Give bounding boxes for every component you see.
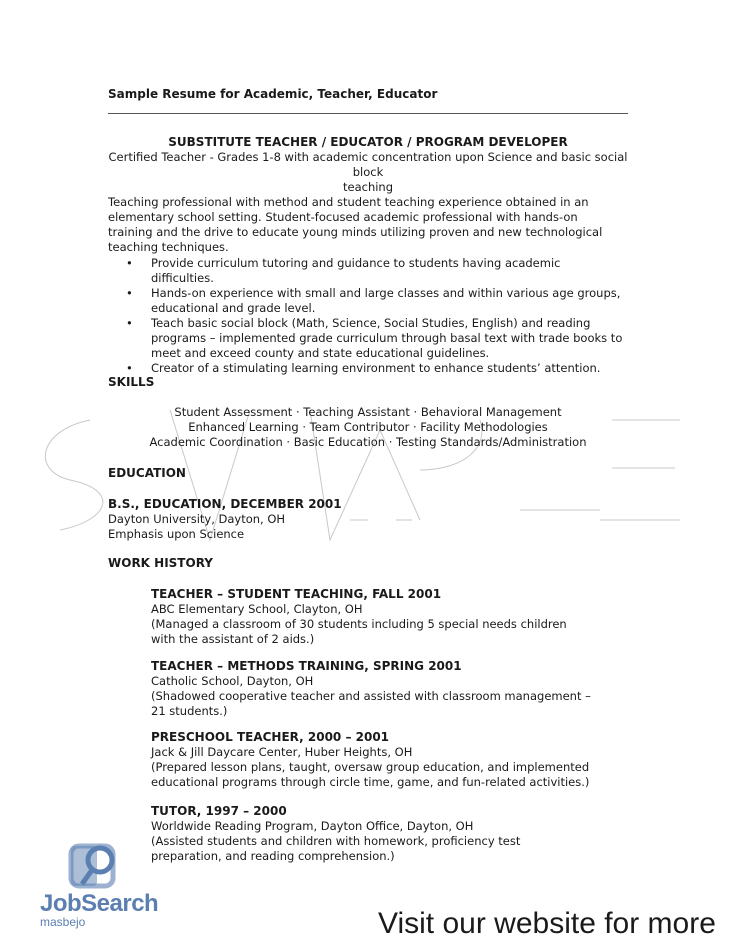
job-place: Jack & Jill Daycare Center, Huber Heights, OH	[151, 745, 413, 759]
list-item: • Teach basic social block (Math, Science, Social Studies, English) and reading programs – implemented grade curriculum through basal text with trade books to meet and exceed county and state educational guidelines.	[126, 316, 623, 360]
job-place: ABC Elementary School, Clayton, OH	[151, 602, 363, 616]
title-divider	[108, 113, 628, 114]
skills-line: Academic Coordination · Basic Education · Testing Standards/Administration	[149, 435, 587, 449]
skills-heading: SKILLS	[108, 375, 155, 389]
skills-line: Enhanced Learning · Team Contributor · Facility Methodologies	[188, 420, 548, 434]
emphasis-text: Emphasis upon Science	[108, 527, 245, 541]
job-description: (Managed a classroom of 30 students including 5 special needs children with the assistant of 2 aids.)	[151, 617, 567, 646]
skills-line: Student Assessment · Teaching Assistant · Behavioral Management	[174, 405, 562, 419]
skills-block	[108, 405, 628, 450]
jobsearch-logo-text: JobSearch	[40, 890, 159, 917]
job-title: TEACHER – METHODS TRAINING, SPRING 2001	[151, 659, 462, 673]
visit-website-banner[interactable]: Visit our website for more	[378, 907, 716, 940]
degree-title: B.S., EDUCATION, DECEMBER 2001	[108, 497, 342, 511]
jobsearch-logo-subtext: masbejo	[40, 915, 86, 929]
job-entry	[151, 659, 591, 719]
list-item: • Creator of a stimulating learning environment to enhance students’ attention.	[126, 361, 601, 375]
job-entry	[151, 804, 591, 864]
resume-subtitle-line1: Certified Teacher - Grades 1-8 with academic concentration upon Science and basic social block	[108, 150, 628, 179]
education-block	[108, 497, 342, 542]
list-item: • Provide curriculum tutoring and guidance to students having academic difficulties.	[126, 256, 561, 285]
list-item: • Hands-on experience with small and large classes and within various age groups, educational and grade level.	[126, 286, 621, 315]
job-title: PRESCHOOL TEACHER, 2000 – 2001	[151, 730, 390, 744]
job-title: TEACHER – STUDENT TEACHING, FALL 2001	[151, 587, 442, 601]
job-entry	[151, 587, 591, 647]
job-place: Worldwide Reading Program, Dayton Office, Dayton, OH	[151, 819, 474, 833]
resume-main-title: SUBSTITUTE TEACHER / EDUCATOR / PROGRAM DEVELOPER	[168, 135, 568, 149]
job-entry	[151, 730, 591, 790]
highlights-list	[126, 256, 626, 376]
summary-paragraph: Teaching professional with method and student teaching experience obtained in an elementary school setting. Student-focused academic professional with hands-on training and the drive to educate young minds utilizing proven and new technological teaching techniques.	[108, 195, 603, 254]
school-name: Dayton University, Dayton, OH	[108, 512, 286, 526]
job-description: (Assisted students and children with homework, proficiency test preparation, and reading comprehension.)	[151, 834, 521, 863]
education-heading: EDUCATION	[108, 466, 186, 480]
sample-title: Sample Resume for Academic, Teacher, Educator	[108, 87, 438, 101]
resume-heading	[108, 135, 628, 195]
work-history-heading: WORK HISTORY	[108, 556, 213, 570]
job-description: (Shadowed cooperative teacher and assisted with classroom management – 21 students.)	[151, 689, 591, 718]
resume-subtitle-line2: teaching	[342, 180, 394, 194]
job-description: (Prepared lesson plans, taught, oversaw group education, and implemented educational programs through circle time, game, and fun-related activities.)	[151, 760, 590, 789]
job-place: Catholic School, Dayton, OH	[151, 674, 314, 688]
job-title: TUTOR, 1997 – 2000	[151, 804, 287, 818]
